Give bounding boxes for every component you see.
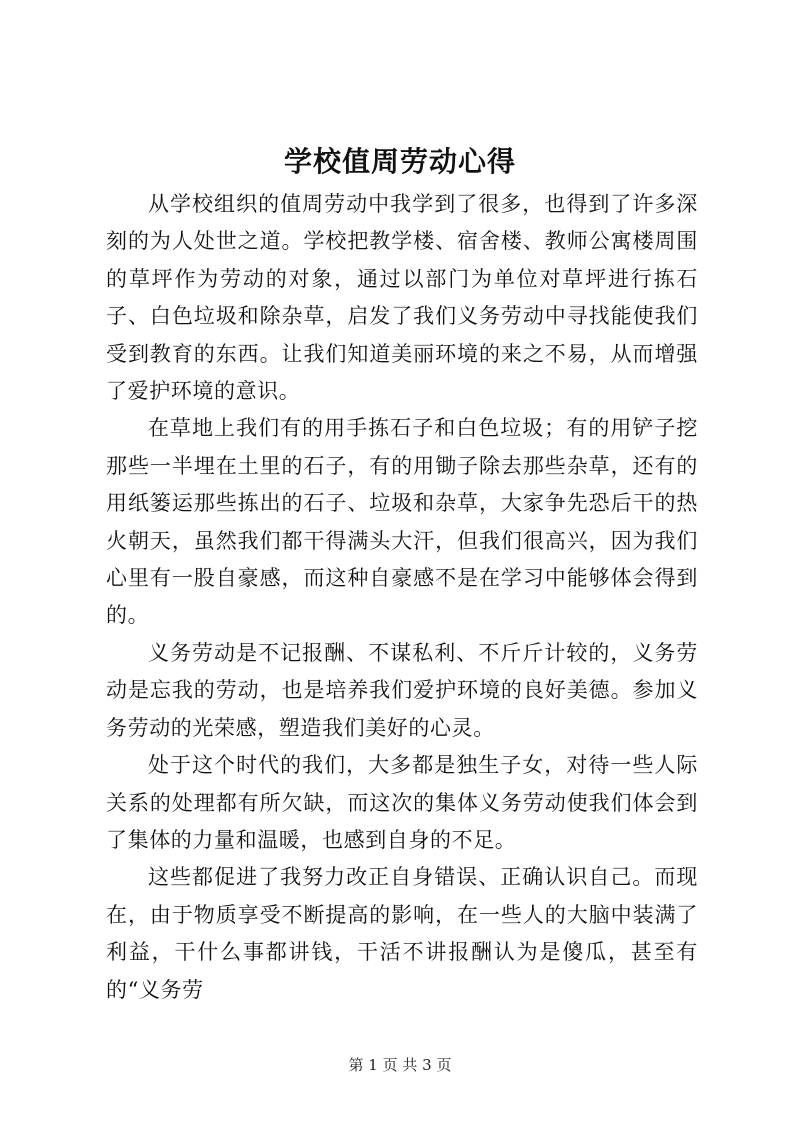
document-title: 学校值周劳动心得 bbox=[283, 145, 516, 178]
paragraph-5: 这些都促进了我努力改正自身错误、正确认识自己。而现在，由于物质享受不断提高的影响，在一些人的大脑中装满了利益，干什么事都讲钱，干活不讲报酬认为是傻瓜，甚至有的“义务劳 bbox=[106, 865, 698, 1002]
page-number-footer: 第 1 页 共 3 页 bbox=[348, 1056, 452, 1074]
document-body bbox=[106, 186, 698, 1009]
paragraph-4: 处于这个时代的我们，大多都是独生子女，对待一些人际关系的处理都有所欠缺，而这次的集体义务劳动使我们体会到了集体的力量和温暖，也感到自身的不足。 bbox=[106, 753, 698, 852]
paragraph-1: 从学校组织的值周劳动中我学到了很多，也得到了许多深刻的为人处世之道。学校把教学楼、宿舍楼、教师公寓楼周围的草坪作为劳动的对象，通过以部门为单位对草坪进行拣石子、白色垃圾和除杂草，启发了我们义务劳动中寻找能使我们受到教育的东西。让我们知道美丽环境的来之不易，从而增强了爱护环境的意识。 bbox=[106, 192, 698, 404]
paragraph-2: 在草地上我们有的用手拣石子和白色垃圾；有的用铲子挖那些一半埋在土里的石子，有的用锄子除去那些杂草，还有的用纸篓运那些拣出的石子、垃圾和杂草，大家争先恐后干的热火朝天，虽然我们都干得满头大汗，但我们很高兴，因为我们心里有一股自豪感，而这种自豪感不是在学习中能够体会得到的。 bbox=[106, 416, 698, 628]
paragraph-3: 义务劳动是不记报酬、不谋私利、不斤斤计较的，义务劳动是忘我的劳动，也是培养我们爱护环境的良好美德。参加义务劳动的光荣感，塑造我们美好的心灵。 bbox=[106, 640, 698, 740]
